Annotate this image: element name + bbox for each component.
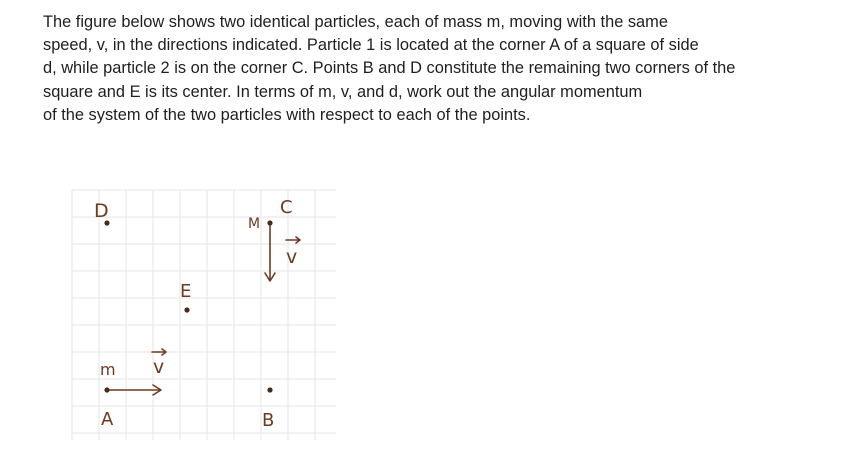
label-point-c: C [280, 197, 293, 218]
label-mass-bottom: m [100, 360, 116, 379]
question-line-4: square and E is its center. In terms of m, v, and d, work out the angular momentum [43, 82, 643, 101]
question-text [43, 11, 833, 127]
label-velocity-top: v [286, 246, 298, 268]
label-point-d: D [94, 200, 109, 222]
question-line-1: The figure below shows two identical particles, each of mass m, moving with the same [43, 13, 668, 31]
label-point-e: E [180, 281, 192, 302]
graph-paper-grid [72, 190, 336, 440]
label-velocity-bottom: v [153, 356, 165, 378]
square-figure [54, 170, 344, 455]
label-point-b: B [262, 410, 275, 431]
point-a-dot [104, 387, 109, 392]
point-e-dot [184, 307, 189, 312]
point-c-dot [267, 220, 272, 225]
question-line-3: d, while particle 2 is on the corner C. Points B and D constitute the remaining two corners of the [43, 59, 736, 78]
label-point-a: A [101, 409, 114, 430]
vector-mark-bottom [152, 349, 166, 355]
label-mass-top: M [248, 216, 261, 232]
figure-sketch [54, 170, 344, 455]
point-b-dot [267, 387, 272, 392]
question-line-5: of the system of the two particles with respect to each of the points. [43, 105, 531, 124]
question-line-2: speed, v, in the directions indicated. Particle 1 is located at the corner A of a square of side [43, 36, 699, 55]
